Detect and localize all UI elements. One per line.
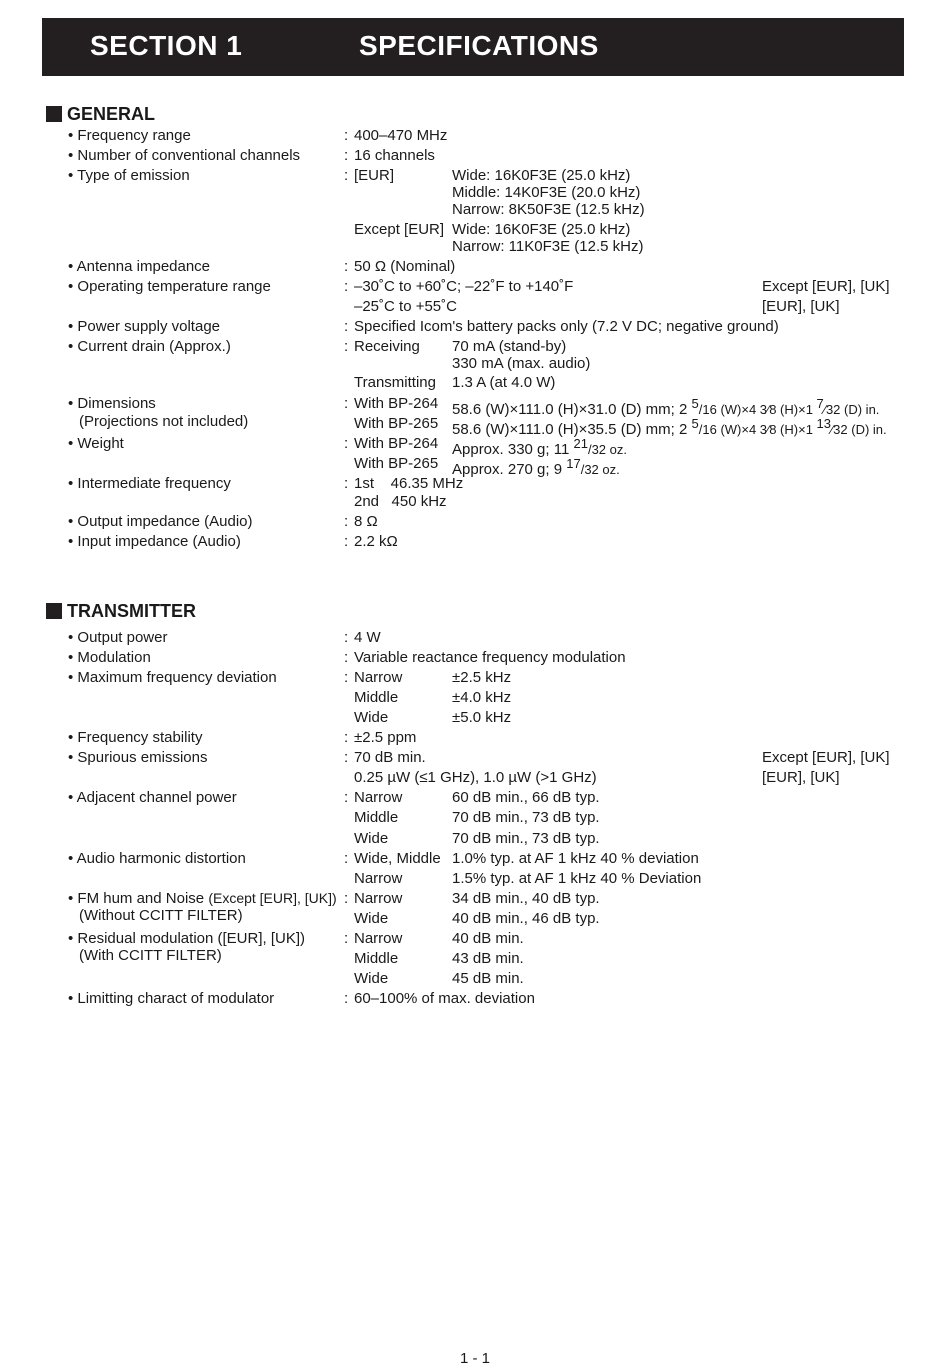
spec-label: • Antenna impedance xyxy=(68,258,211,275)
spec-value: –25˚C to +55˚C xyxy=(354,298,457,315)
spec-value: –30˚C to +60˚C; –22˚F to +140˚F xyxy=(354,278,574,295)
general-heading xyxy=(46,103,155,125)
colon: : xyxy=(344,850,349,867)
spec-label: • FM hum and Noise (Except [EUR], [UK]) xyxy=(68,890,337,907)
spec-subhead: Middle xyxy=(354,950,399,967)
spec-note: [EUR], [UK] xyxy=(762,769,840,786)
spec-subhead: Wide xyxy=(354,910,389,927)
colon: : xyxy=(344,395,349,412)
section-banner xyxy=(42,18,904,76)
spec-value: Approx. 330 g; 11 $^{21}$/32 oz. xyxy=(452,436,627,458)
spec-value: 60–100% of max. deviation xyxy=(354,990,535,1007)
spec-value: 45 dB min. xyxy=(452,970,524,987)
colon: : xyxy=(344,167,349,184)
spec-label: • Intermediate frequency xyxy=(68,475,231,492)
colon: : xyxy=(344,930,349,947)
spec-value: Narrow: 8K50F3E (12.5 kHz) xyxy=(452,201,645,218)
spec-subhead: Narrow xyxy=(354,669,403,686)
spec-label-sub: (With CCITT FILTER) xyxy=(79,947,222,964)
spec-value: ±2.5 kHz xyxy=(452,669,512,686)
square-bullet-icon xyxy=(46,106,62,122)
spec-value: 8 Ω xyxy=(354,513,378,530)
transmitter-heading xyxy=(46,600,196,622)
colon: : xyxy=(344,729,349,746)
spec-subhead: With BP-265 xyxy=(354,455,439,472)
spec-value: 1st 46.35 MHz xyxy=(354,475,464,492)
spec-value: 2nd 450 kHz xyxy=(354,493,447,510)
spec-subhead: Middle xyxy=(354,809,399,826)
spec-label: • Input impedance (Audio) xyxy=(68,533,241,550)
colon: : xyxy=(344,127,349,144)
spec-value: 70 mA (stand-by) xyxy=(452,338,567,355)
colon: : xyxy=(344,278,349,295)
spec-value: 60 dB min., 66 dB typ. xyxy=(452,789,600,806)
transmitter-heading-text: TRANSMITTER xyxy=(67,600,196,621)
spec-subhead: With BP-265 xyxy=(354,415,439,432)
spec-note: Except [EUR], [UK] xyxy=(762,278,890,295)
spec-subhead: Receiving xyxy=(354,338,420,355)
spec-value: ±2.5 ppm xyxy=(354,729,417,746)
colon: : xyxy=(344,533,349,550)
spec-subhead: Middle xyxy=(354,689,399,706)
spec-label-sub: (Projections not included) xyxy=(79,413,249,430)
spec-subhead: Wide xyxy=(354,709,389,726)
colon: : xyxy=(344,435,349,452)
colon: : xyxy=(344,318,349,335)
colon: : xyxy=(344,629,349,646)
spec-value: Wide: 16K0F3E (25.0 kHz) xyxy=(452,221,631,238)
spec-value: Approx. 270 g; 9 $^{17}$/32 oz. xyxy=(452,456,620,478)
spec-label: • Maximum frequency deviation xyxy=(68,669,277,686)
spec-value: 70 dB min., 73 dB typ. xyxy=(452,830,600,847)
spec-subhead: Narrow xyxy=(354,890,403,907)
colon: : xyxy=(344,475,349,492)
spec-value: 2.2 kΩ xyxy=(354,533,398,550)
spec-label: • Operating temperature range xyxy=(68,278,271,295)
spec-label: • Adjacent channel power xyxy=(68,789,237,806)
colon: : xyxy=(344,890,349,907)
spec-value: Variable reactance frequency modulation xyxy=(354,649,626,666)
spec-value: 1.0% typ. at AF 1 kHz 40 % deviation xyxy=(452,850,699,867)
spec-value: 70 dB min. xyxy=(354,749,426,766)
spec-value: 50 Ω (Nominal) xyxy=(354,258,456,275)
spec-subhead: Wide, Middle xyxy=(354,850,441,867)
spec-value: Narrow: 11K0F3E (12.5 kHz) xyxy=(452,238,644,255)
spec-value: Wide: 16K0F3E (25.0 kHz) xyxy=(452,167,631,184)
spec-value: ±5.0 kHz xyxy=(452,709,512,726)
page-number: 1 - 1 xyxy=(459,1350,490,1367)
spec-label: • Current drain (Approx.) xyxy=(68,338,231,355)
spec-note: Except [EUR], [UK] xyxy=(762,749,890,766)
spec-subhead: With BP-264 xyxy=(354,435,439,452)
colon: : xyxy=(344,789,349,806)
colon: : xyxy=(344,513,349,530)
colon: : xyxy=(344,147,349,164)
spec-label: • Limitting charact of modulator xyxy=(68,990,275,1007)
colon: : xyxy=(344,338,349,355)
spec-label: • Frequency range xyxy=(68,127,191,144)
spec-value: 330 mA (max. audio) xyxy=(452,355,591,372)
spec-label: • Output impedance (Audio) xyxy=(68,513,253,530)
spec-label: • Spurious emissions xyxy=(68,749,208,766)
general-heading-text: GENERAL xyxy=(67,103,156,124)
spec-value: 1.5% typ. at AF 1 kHz 40 % Deviation xyxy=(452,870,702,887)
spec-value: 4 W xyxy=(354,629,381,646)
spec-subhead: Wide xyxy=(354,970,389,987)
spec-subhead: Narrow xyxy=(354,789,403,806)
square-bullet-icon xyxy=(46,603,62,619)
spec-subhead: With BP-264 xyxy=(354,395,439,412)
spec-label: • Residual modulation ([EUR], [UK]) xyxy=(68,930,306,947)
spec-subhead: Except [EUR] xyxy=(354,221,445,238)
spec-value: Middle: 14K0F3E (20.0 kHz) xyxy=(452,184,641,201)
spec-value: 40 dB min., 46 dB typ. xyxy=(452,910,600,927)
spec-label: • Audio harmonic distortion xyxy=(68,850,246,867)
spec-value: 1.3 A (at 4.0 W) xyxy=(452,374,556,391)
colon: : xyxy=(344,990,349,1007)
spec-value: 40 dB min. xyxy=(452,930,524,947)
spec-label: • Weight xyxy=(68,435,124,452)
spec-value: 0.25 µW (≤1 GHz), 1.0 µW (>1 GHz) xyxy=(354,769,597,786)
spec-label-sub: (Without CCITT FILTER) xyxy=(79,907,243,924)
section-number: SECTION 1 xyxy=(90,30,243,61)
colon: : xyxy=(344,749,349,766)
colon: : xyxy=(344,649,349,666)
spec-label: • Type of emission xyxy=(68,167,190,184)
colon: : xyxy=(344,669,349,686)
spec-note: [EUR], [UK] xyxy=(762,298,840,315)
colon: : xyxy=(344,258,349,275)
spec-label: • Dimensions xyxy=(68,395,156,412)
spec-label: • Power supply voltage xyxy=(68,318,220,335)
spec-value: 400–470 MHz xyxy=(354,127,448,144)
spec-subhead: Wide xyxy=(354,830,389,847)
spec-label: • Modulation xyxy=(68,649,151,666)
spec-value: Specified Icom's battery packs only (7.2 V DC; negative ground) xyxy=(354,318,779,335)
spec-value: 43 dB min. xyxy=(452,950,524,967)
spec-label: • Output power xyxy=(68,629,168,646)
spec-value: 70 dB min., 73 dB typ. xyxy=(452,809,600,826)
spec-value: 58.6 (W)×111.0 (H)×31.0 (D) mm; 2 $^5$/16 (W)×4 3⁄8 (H)×1 $^7$⁄32 (D) in. xyxy=(452,396,880,418)
spec-subhead: Narrow xyxy=(354,870,403,887)
spec-subhead: Narrow xyxy=(354,930,403,947)
spec-label: • Number of conventional channels xyxy=(68,147,301,164)
spec-value: ±4.0 kHz xyxy=(452,689,512,706)
spec-subhead: [EUR] xyxy=(354,167,395,184)
spec-subhead: Transmitting xyxy=(354,374,436,391)
spec-value: 16 channels xyxy=(354,147,435,164)
spec-value: 58.6 (W)×111.0 (H)×35.5 (D) mm; 2 $^5$/16 (W)×4 3⁄8 (H)×1 $^{13}$⁄32 (D) in. xyxy=(452,416,887,438)
spec-label: • Frequency stability xyxy=(68,729,203,746)
section-title: SPECIFICATIONS xyxy=(359,30,599,61)
spec-value: 34 dB min., 40 dB typ. xyxy=(452,890,600,907)
